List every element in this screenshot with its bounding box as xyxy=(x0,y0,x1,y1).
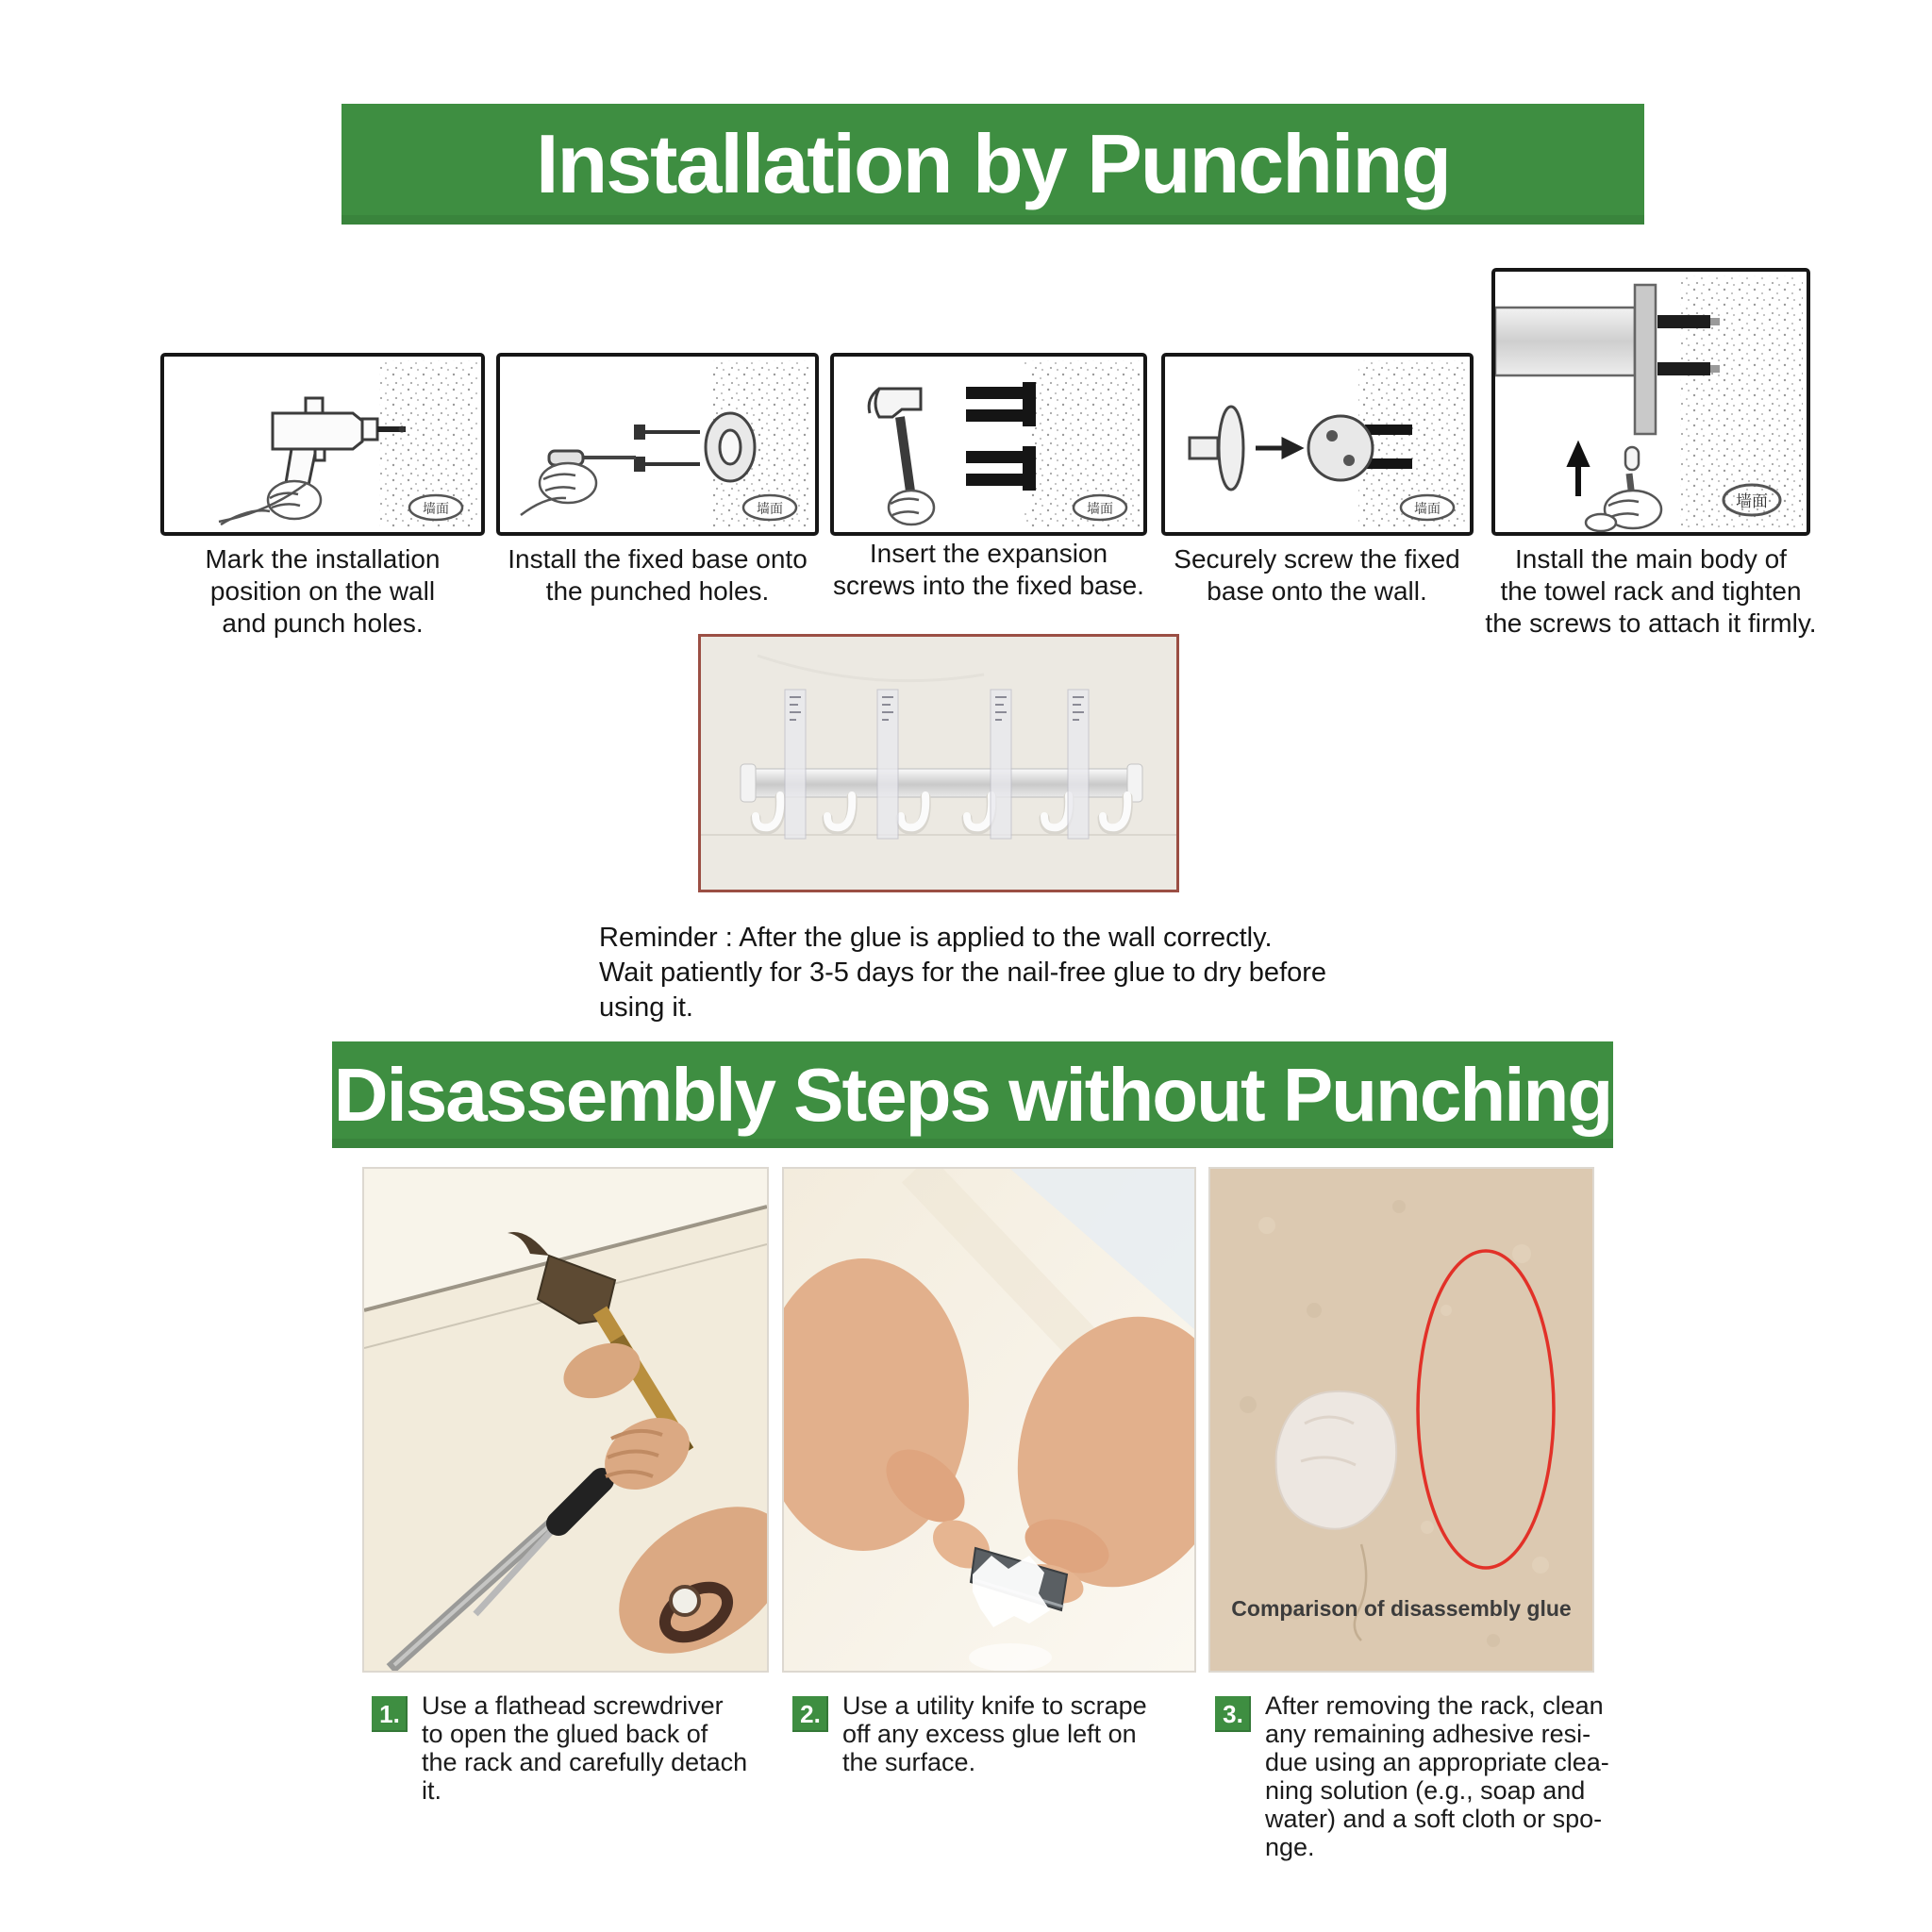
install-step-1-caption xyxy=(181,543,464,640)
step-line: due using an appropriate clea- xyxy=(1265,1748,1609,1776)
install-step-1-figure xyxy=(160,353,485,536)
step-3-text xyxy=(1265,1691,1614,1861)
install-main-body-illustration xyxy=(1495,272,1807,532)
step-line: Use a utility knife to scrape xyxy=(842,1691,1147,1720)
wall-label-oval xyxy=(409,495,462,520)
wall-background xyxy=(701,637,1176,890)
step-number: 1. xyxy=(379,1699,400,1728)
caption-line: the towel rack and tighten xyxy=(1500,576,1802,606)
drill-into-wall-illustration xyxy=(164,357,481,532)
step-line: nge. xyxy=(1265,1833,1315,1861)
towel-bar-body xyxy=(1495,285,1656,434)
step-1-badge xyxy=(372,1696,408,1732)
caption-line: Install the main body of xyxy=(1515,544,1787,574)
up-arrow-icon xyxy=(1571,447,1586,496)
wall-label: 墙面 xyxy=(1414,501,1441,516)
step-2-text xyxy=(842,1691,1182,1776)
wall-label: 墙面 xyxy=(757,501,783,516)
hand xyxy=(889,491,934,525)
install-step-2-caption xyxy=(492,543,823,608)
screwdriver-fixed-base-illustration xyxy=(500,357,815,532)
install-step-3-caption xyxy=(824,538,1154,602)
step-line: the rack and carefully detach xyxy=(422,1748,748,1776)
disassembly-photo-1 xyxy=(362,1167,769,1673)
reminder-note xyxy=(599,921,1354,1025)
rack-glued-photo xyxy=(698,634,1179,892)
fixed-base xyxy=(706,413,755,481)
install-step-4-figure xyxy=(1161,353,1474,536)
reminder-line: Wait patiently for 3-5 days for the nail-free glue to dry before xyxy=(599,958,1327,988)
wall-label-oval xyxy=(1074,495,1126,520)
caption-line: and punch holes. xyxy=(222,608,424,638)
wall-texture xyxy=(1680,275,1803,528)
step-line: After removing the rack, clean xyxy=(1265,1691,1604,1720)
photo3-caption: Comparison of disassembly glue xyxy=(1231,1596,1572,1621)
caption-line: the screws to attach it firmly. xyxy=(1485,608,1817,638)
step-line: any remaining adhesive resi- xyxy=(1265,1720,1591,1748)
hand xyxy=(521,463,596,515)
hand-with-screwdriver xyxy=(1586,474,1661,531)
rack-on-wall-photo-illustration xyxy=(701,637,1176,890)
step-line: ning solution (e.g., soap and xyxy=(1265,1776,1586,1805)
caption-line: base onto the wall. xyxy=(1207,576,1427,606)
step-1-text xyxy=(422,1691,771,1805)
install-step-5-caption xyxy=(1476,543,1825,640)
scrape-glue-photo-illustration xyxy=(784,1169,1194,1671)
caption-line: the punched holes. xyxy=(545,576,770,606)
step-line: it. xyxy=(422,1776,442,1805)
wall-label: 墙面 xyxy=(423,501,449,516)
step-line: water) and a soft cloth or spo- xyxy=(1265,1805,1603,1833)
install-title: Installation by Punching xyxy=(536,117,1450,210)
disassembly-banner xyxy=(332,1041,1613,1148)
hammer xyxy=(869,389,921,498)
right-arrow-icon xyxy=(1256,441,1299,456)
caption-line: Mark the installation xyxy=(205,544,441,574)
step-2-badge xyxy=(792,1696,828,1732)
screw-base-to-wall-illustration xyxy=(1165,357,1470,532)
screws xyxy=(636,426,700,470)
step-number: 3. xyxy=(1223,1699,1243,1728)
caption-line: Install the fixed base onto xyxy=(508,544,808,574)
reminder-line: using it. xyxy=(599,992,693,1023)
disassembly-photo-2 xyxy=(782,1167,1196,1673)
install-step-2-figure xyxy=(496,353,819,536)
caption-line: Insert the expansion xyxy=(869,539,1108,568)
wall-label-oval xyxy=(1401,495,1454,520)
step-line: the surface. xyxy=(842,1748,976,1776)
caption-line: position on the wall xyxy=(209,576,436,606)
base-side-view xyxy=(1190,407,1243,490)
reminder-line: Reminder : After the glue is applied to the wall correctly. xyxy=(599,923,1273,953)
drill-hole xyxy=(399,426,406,433)
wall-label-oval xyxy=(743,495,796,520)
caption-line: screws into the fixed base. xyxy=(833,571,1144,600)
pry-rack-photo-illustration xyxy=(364,1169,767,1671)
install-step-5-figure xyxy=(1491,268,1810,536)
hammer-expansion-screws-illustration xyxy=(834,357,1143,532)
step-line: Use a flathead screwdriver xyxy=(422,1691,724,1720)
caption-line: Securely screw the fixed xyxy=(1174,544,1460,574)
install-step-3-figure xyxy=(830,353,1147,536)
step-line: to open the glued back of xyxy=(422,1720,708,1748)
disassembly-photo-3 xyxy=(1208,1167,1594,1673)
wall-label: 墙面 xyxy=(1087,501,1113,516)
step-number: 2. xyxy=(800,1699,821,1728)
install-banner xyxy=(341,104,1644,225)
disassembly-title: Disassembly Steps without Punching xyxy=(333,1052,1612,1137)
small-screw xyxy=(1625,447,1639,470)
step-line: off any excess glue left on xyxy=(842,1720,1137,1748)
step-3-badge xyxy=(1215,1696,1251,1732)
wall-label: 墙面 xyxy=(1736,492,1768,510)
hand xyxy=(219,481,321,525)
install-step-4-caption xyxy=(1166,543,1468,608)
